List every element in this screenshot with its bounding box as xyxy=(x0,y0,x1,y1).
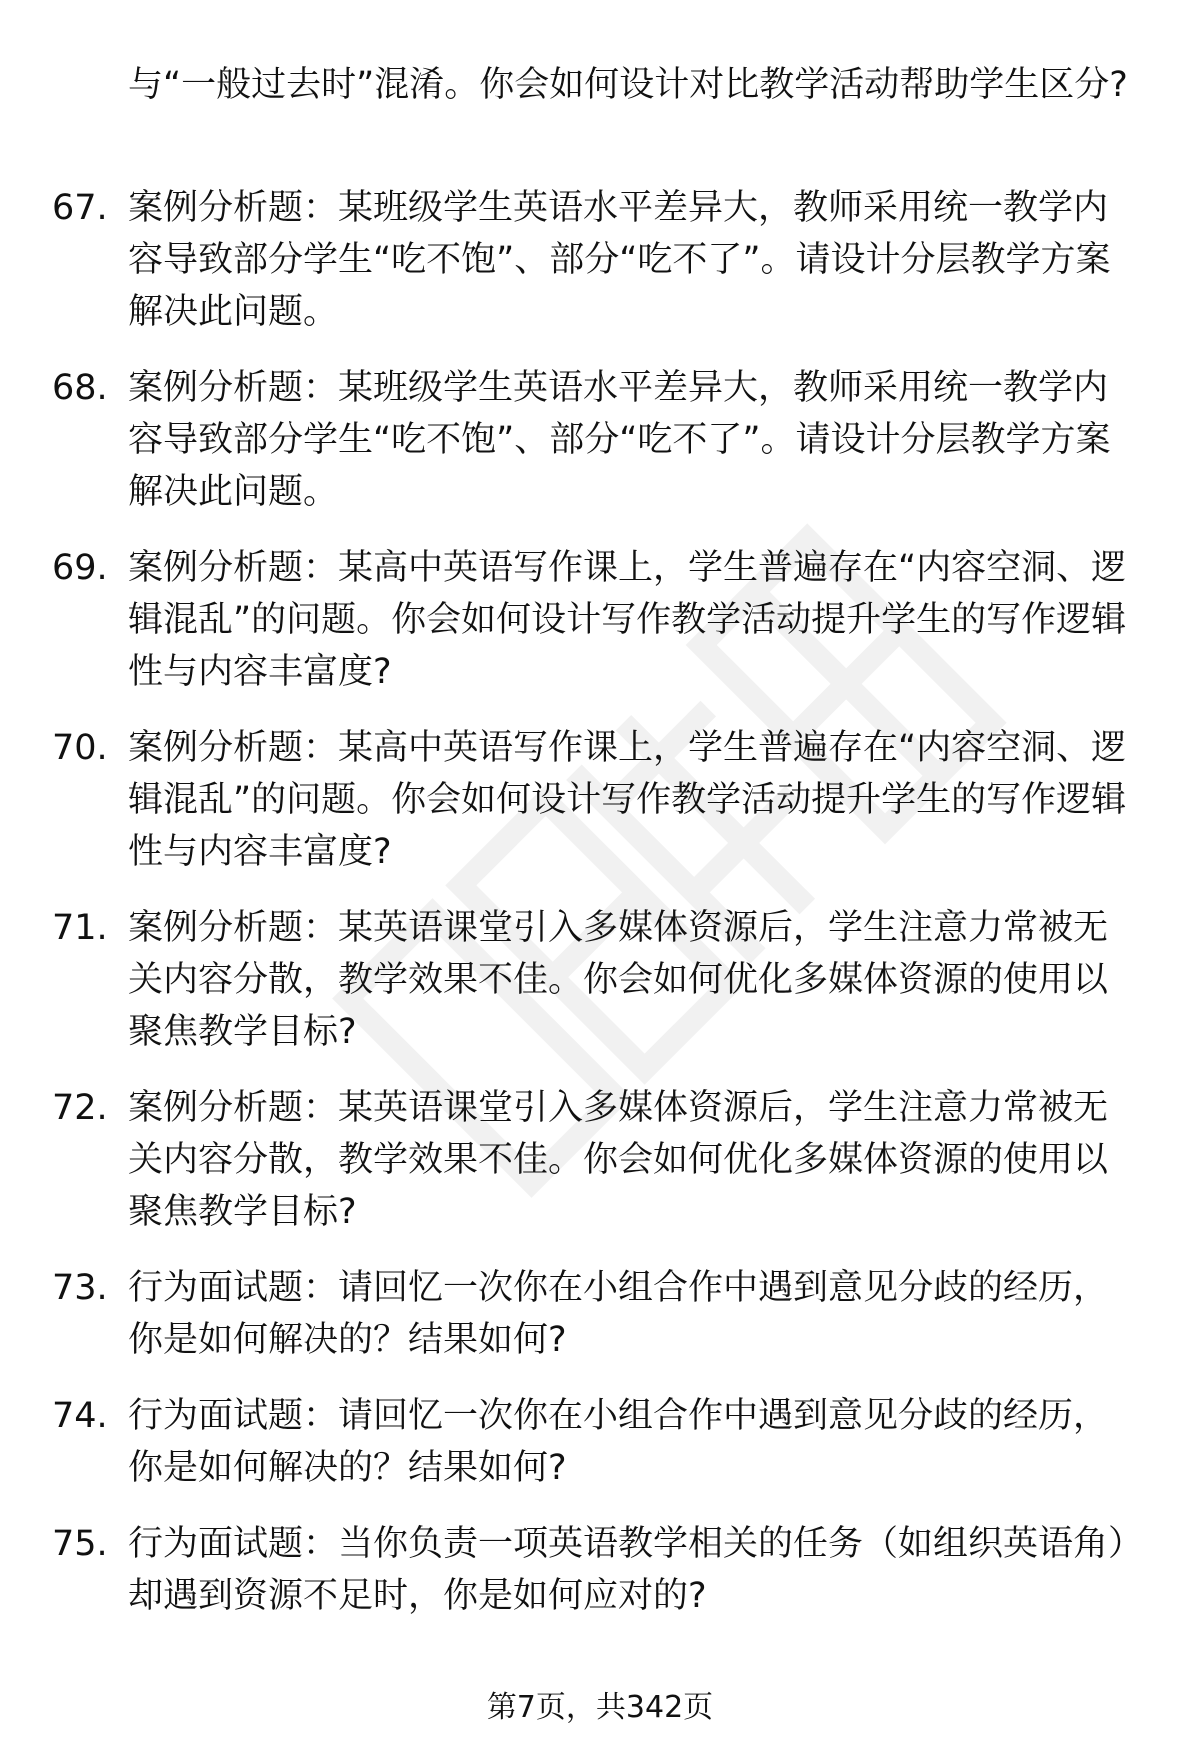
question-number: 68. xyxy=(52,368,108,408)
question-text: 案例分析题：某高中英语写作课上，学生普遍存在“内容空洞、逻辑混乱”的问题。你会如何设计写作教学活动提升学生的写作逻辑性与内容丰富度? xyxy=(128,728,1127,872)
page-footer: 第7页，共342页 xyxy=(486,1690,714,1725)
question-text: 案例分析题：某高中英语写作课上，学生普遍存在“内容空洞、逻辑混乱”的问题。你会如何设计写作教学活动提升学生的写作逻辑性与内容丰富度? xyxy=(128,548,1127,692)
question-number: 70. xyxy=(52,728,108,768)
question-item xyxy=(0,542,1138,698)
question-item xyxy=(0,1262,1138,1366)
question-list xyxy=(0,182,1200,1646)
question-text: 案例分析题：某班级学生英语水平差异大，教师采用统一教学内容导致部分学生“吃不饱”、部分“吃不了”。请设计分层教学方案解决此问题。 xyxy=(128,368,1111,512)
question-text: 案例分析题：某班级学生英语水平差异大，教师采用统一教学内容导致部分学生“吃不饱”、部分“吃不了”。请设计分层教学方案解决此问题。 xyxy=(128,188,1111,332)
question-number: 73. xyxy=(52,1268,108,1308)
question-number: 75. xyxy=(52,1524,108,1564)
question-item xyxy=(0,722,1138,878)
continuation-text: 与“一般过去时”混淆。你会如何设计对比教学活动帮助学生区分? xyxy=(128,65,1128,105)
question-text: 行为面试题：请回忆一次你在小组合作中遇到意见分歧的经历，你是如何解决的？结果如何? xyxy=(128,1268,1109,1360)
question-item xyxy=(0,902,1138,1058)
question-item xyxy=(0,362,1138,518)
question-number: 67. xyxy=(52,188,108,228)
question-item xyxy=(0,1518,1138,1622)
question-number: 71. xyxy=(52,908,108,948)
question-number: 72. xyxy=(52,1088,108,1128)
question-text: 行为面试题：当你负责一项英语教学相关的任务（如组织英语角）却遇到资源不足时，你是如何应对的? xyxy=(128,1524,1126,1616)
question-number: 69. xyxy=(52,548,108,588)
question-text: 案例分析题：某英语课堂引入多媒体资源后，学生注意力常被无关内容分散，教学效果不佳。你会如何优化多媒体资源的使用以聚焦教学目标? xyxy=(128,1088,1109,1232)
question-number: 74. xyxy=(52,1396,108,1436)
question-item xyxy=(0,182,1138,338)
question-text: 行为面试题：请回忆一次你在小组合作中遇到意见分歧的经历，你是如何解决的？结果如何? xyxy=(128,1396,1109,1488)
question-item xyxy=(0,1082,1138,1238)
question-text: 案例分析题：某英语课堂引入多媒体资源后，学生注意力常被无关内容分散，教学效果不佳。你会如何优化多媒体资源的使用以聚焦教学目标? xyxy=(128,908,1109,1052)
question-item xyxy=(0,1390,1138,1494)
